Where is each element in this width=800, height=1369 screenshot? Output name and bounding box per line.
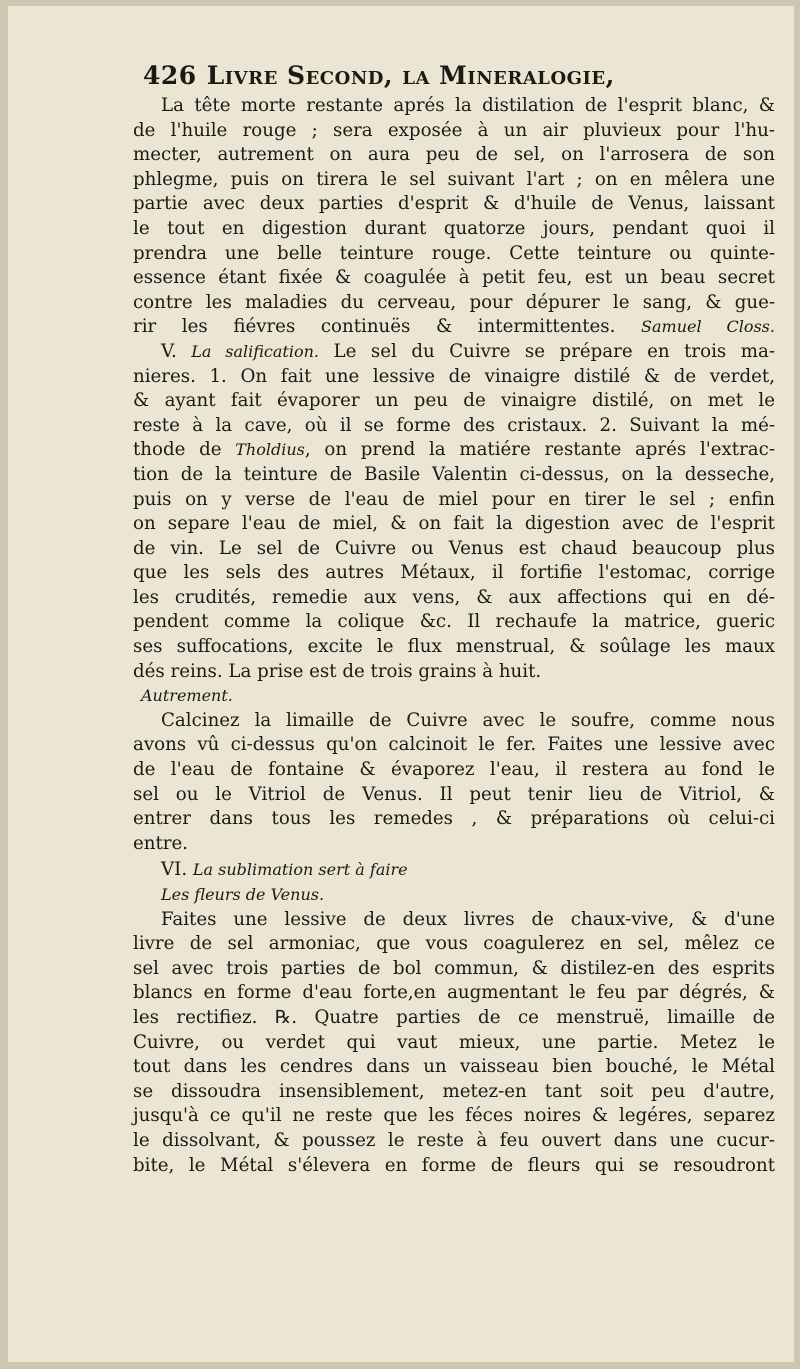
- text-line: de l'huile rouge ; sera exposée à un air pluvieux pour l'hu-: [133, 119, 775, 141]
- text-line: avons vû ci-dessus qu'on calcinoit le fer. Faites une lessive avec: [133, 734, 775, 756]
- text-line: puis on y verse de l'eau de miel pour en tirer le sel ; enfin: [133, 488, 775, 510]
- text-line: on separe l'eau de miel, & on fait la digestion avec de l'esprit: [133, 513, 775, 535]
- text-line: les rectifiez. ℞. Quatre parties de ce menstruë, limaille de: [133, 1006, 775, 1028]
- text-line: [133, 340, 775, 365]
- text-fragment: thode de: [133, 439, 222, 461]
- text-line: La tête morte restante aprés la distilation de l'esprit blanc, &: [161, 95, 775, 116]
- text-line: livre de sel armoniac, que vous coagulerez en sel, mêlez ce: [133, 933, 775, 955]
- section-6-subheading: [133, 883, 775, 908]
- page-number: 426: [143, 61, 197, 90]
- text-line: partie avec deux parties d'esprit & d'huile de Venus, laissant: [133, 193, 775, 215]
- text-line: mecter, autrement on aura peu de sel, on l'arrosera de son: [133, 144, 775, 166]
- author-name: Samuel Closs.: [641, 317, 775, 337]
- text-line: se dissoudra insensiblement, metez-en tant soit peu d'autre,: [133, 1080, 775, 1102]
- text-line: [133, 438, 775, 463]
- text-line: nieres. 1. On fait une lessive de vinaigre distilé & de verdet,: [133, 365, 775, 387]
- text-fragment: , on prend la matiére restante aprés l'extrac-: [304, 439, 775, 461]
- text-line: ses suffocations, excite le flux menstrual, & soûlage les maux: [133, 636, 775, 658]
- text-fragment: rir les fiévres continuës & intermittentes.: [133, 316, 616, 338]
- text-line: contre les maladies du cerveau, pour dépurer le sang, & gue-: [133, 291, 775, 313]
- text-line: le dissolvant, & poussez le reste à feu ouvert dans une cucur-: [133, 1129, 775, 1151]
- section-title: La salification.: [191, 341, 319, 361]
- autrement-paragraph: [133, 709, 775, 857]
- text-line: bite, le Métal s'élevera en forme de fleurs qui se resoudront: [133, 1154, 775, 1176]
- text-line: entre.: [133, 832, 189, 854]
- text-line: les crudités, remedie aux vens, & aux affections qui en dé-: [133, 586, 775, 608]
- section-number: VI.: [161, 859, 188, 881]
- page-text: [133, 58, 775, 1178]
- section-6-paragraph: [133, 908, 775, 1179]
- section-6-heading: [133, 858, 775, 883]
- text-line: phlegme, puis on tirera le sel suivant l'art ; on en mêlera une: [133, 168, 775, 190]
- autrement-heading: Autrement.: [141, 686, 233, 706]
- text-line: essence étant fixée & coagulée à petit feu, est un beau secret: [133, 267, 775, 289]
- text-line: & ayant fait évaporer un peu de vinaigre distilé, on met le: [133, 390, 775, 412]
- text-fragment: Le sel du Cuivre se prépare en trois ma-: [333, 340, 775, 362]
- text-line: tion de la teinture de Basile Valentin ci-dessus, on la desseche,: [133, 463, 775, 485]
- text-line: pendent comme la colique &c. Il rechaufe la matrice, gueric: [133, 611, 775, 633]
- text-line: de vin. Le sel de Cuivre ou Venus est chaud beaucoup plus: [133, 537, 775, 559]
- text-line: le tout en digestion durant quatorze jours, pendant quoi il: [133, 217, 775, 239]
- text-line: prendra une belle teinture rouge. Cette teinture ou quinte-: [133, 242, 775, 264]
- text-line: reste à la cave, où il se forme des cristaux. 2. Suivant la mé-: [133, 414, 775, 436]
- section-5: [133, 340, 775, 684]
- text-line: que les sels des autres Métaux, il fortifie l'estomac, corrige: [133, 562, 775, 584]
- text-line: blancs en forme d'eau forte,en augmentant le feu par dégrés, &: [133, 982, 775, 1004]
- author-name: Tholdius: [235, 440, 305, 460]
- text-line: jusqu'à ce qu'il ne reste que les féces noires & legéres, separez: [133, 1105, 775, 1127]
- text-line: tout dans les cendres dans un vaisseau bien bouché, le Métal: [133, 1056, 775, 1078]
- text-line: Calcinez la limaille de Cuivre avec le soufre, comme nous: [161, 709, 775, 731]
- running-header: [143, 58, 775, 94]
- running-title: Livre Second, la Mineralogie,: [206, 61, 615, 90]
- text-line: Cuivre, ou verdet qui vaut mieux, une partie. Metez le: [133, 1031, 775, 1053]
- text-line: de l'eau de fontaine & évaporez l'eau, il restera au fond le: [133, 759, 775, 781]
- text-line: sel ou le Vitriol de Venus. Il peut tenir lieu de Vitriol, &: [133, 783, 775, 805]
- section-subtitle: Les fleurs de Venus.: [161, 885, 325, 904]
- text-line: dés reins. La prise est de trois grains à huit.: [133, 660, 542, 682]
- text-line: entrer dans tous les remedes , & préparations où celui-ci: [133, 808, 775, 830]
- text-line: Faites une lessive de deux livres de chaux-vive, & d'une: [161, 908, 775, 930]
- book-page: [8, 6, 794, 1362]
- text-line: [133, 315, 775, 340]
- section-number: V.: [161, 340, 177, 362]
- paragraph-1: [133, 94, 775, 340]
- text-line: sel avec trois parties de bol commun, & distilez-en des esprits: [133, 957, 775, 979]
- section-title: La sublimation sert à faire: [192, 860, 408, 880]
